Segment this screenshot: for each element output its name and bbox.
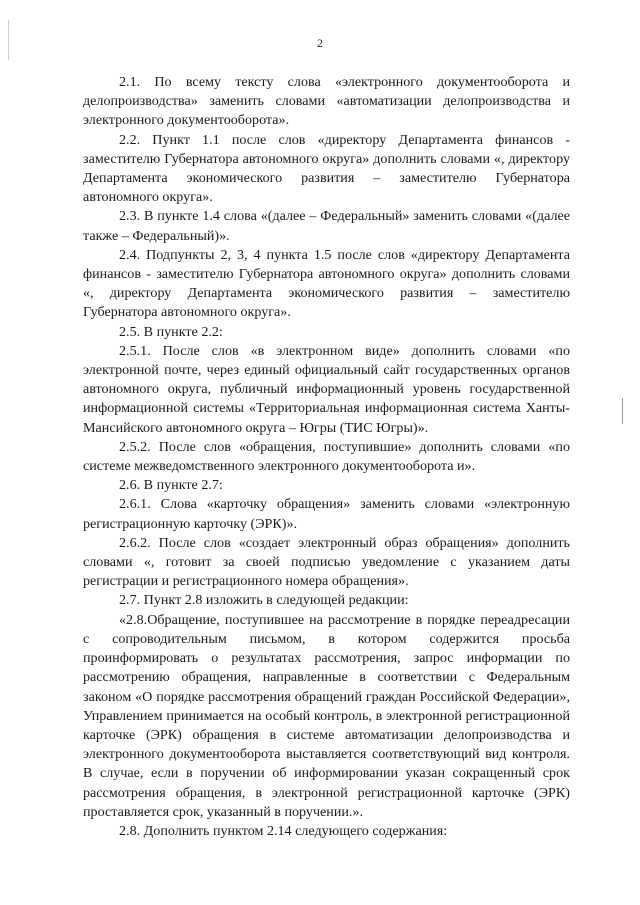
paragraph-2-5: 2.5. В пункте 2.2: [119, 323, 223, 340]
paragraph-2-8: 2.8. Дополнить пунктом 2.14 следующего содержания: [119, 822, 448, 839]
paragraph-2-2: 2.2. Пункт 1.1 после слов «директору Департамента финансов - заместителю Губернатора автономного округа» дополнить словами «, директору Департамента экономического развития – заместителю Губернатора автономного округа». [83, 131, 570, 206]
scan-edge-mark [622, 398, 623, 424]
paragraph-2-6-1: 2.6.1. Слова «карточку обращения» заменить словами «электронную регистрационную карточку (ЭРК)». [83, 496, 570, 532]
page-number: 2 [317, 36, 323, 50]
paragraph-2-4: 2.4. Подпункты 2, 3, 4 пункта 1.5 после слов «директору Департамента финансов - заместителю Губернатора автономного округа» дополнить словами «, директору Департамента экономического развития – заместителю Губернатора автономного округа». [83, 246, 570, 321]
paragraph-2-8-quote: «2.8.Обращение, поступившее на рассмотрение в порядке переадресации с сопроводительным письмом, в котором содержится просьба проинформировать о результатах рассмотрения, запрос информации по рассмотрению обращения, направленные в соответствии с Федеральным законом «О порядке рассмотрения обращений граждан Российской Федерации», Управлением принимается на особый контроль, в электронной регистрационной карточке (ЭРК) обращения в системе автоматизации делопроизводства и электронного документооборота выставляется соответствующий вид контроля. В случае, если в поручении об информировании указан сокращенный срок рассмотрения обращения, в электронной регистрационной карточке (ЭРК) проставляется срок, указанный в поручении.». [83, 611, 570, 820]
paragraph-2-3: 2.3. В пункте 1.4 слова «(далее – Федеральный» заменить словами «(далее также – Федеральный)». [83, 208, 570, 244]
scan-edge-mark [8, 20, 9, 60]
paragraph-2-6-2: 2.6.2. После слов «создает электронный образ обращения» дополнить словами «, готовит за своей подписью уведомление с указанием даты регистрации и регистрационного номера обращения». [83, 534, 570, 590]
paragraph-2-5-1: 2.5.1. После слов «в электронном виде» дополнить словами «по электронной почте, через единый официальный сайт государственных органов автономного округа, публичный информационный уровень государственной информационной системы «Территориальная информационная система Ханты-Мансийского автономного округа – Югры (ТИС Югры)». [83, 342, 570, 436]
paragraph-2-1: 2.1. По всему тексту слова «электронного документооборота и делопроизводства» заменить словами «автоматизации делопроизводства и электронного документооборота». [83, 74, 570, 129]
document-body [83, 73, 570, 841]
paragraph-2-5-2: 2.5.2. После слов «обращения, поступившие» дополнить словами «по системе межведомственного электронного документооборота и». [83, 438, 570, 475]
paragraph-2-6: 2.6. В пункте 2.7: [119, 477, 223, 494]
paragraph-2-7: 2.7. Пункт 2.8 изложить в следующей редакции: [119, 592, 409, 609]
